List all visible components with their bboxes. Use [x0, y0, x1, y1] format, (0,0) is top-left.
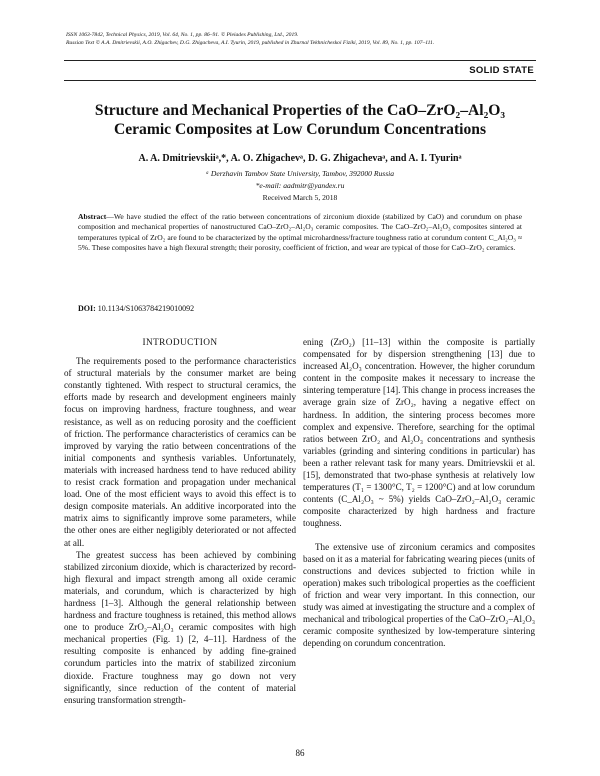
- paragraph: The greatest success has been achieved by combining stabilized zirconium dioxide, which is characterized by record-high flexural and impact strength among all oxide ceramic materials, and corundum, which is characterized by high hardness [1–3]. Although the general relationship between hardness and fracture toughness is retained, this method allows one to produce ZrO₂–Al₂O₃ ceramic composites with high mechanical properties (Fig. 1) [2, 4–11]. Hardness of the resulting composite is enhanced by adding fine-grained corundum particles into the matrix of stabilized zirconium dioxide. Fracture toughness may go down not very significantly, since reduction of the content of material ensuring transformation strength-: [64, 549, 296, 705]
- doi-value[interactable]: 10.1134/S1063784219010092: [97, 304, 195, 313]
- introduction-heading: INTRODUCTION: [142, 338, 218, 348]
- journal-header-line-1: ISSN 1063-7842, Technical Physics, 2019, Vol. 64, No. 1, pp. 86–91. © Pleiades Publishing, Ltd., 2019.: [66, 32, 299, 38]
- abstract-label: Abstract: [78, 212, 107, 221]
- title-line-2: Ceramic Composites at Low Corundum Concentrations: [113, 121, 487, 138]
- abstract: [78, 212, 522, 254]
- journal-header-line-2: Russian Text © A.A. Dmitrievskii, A.O. Zhigachev, D.G. Zhigacheva, A.I. Tyurin, 2019, published in Zhurnal Tekhnicheskoi Fiziki, 2019, Vol. 89, No. 1, pp. 107–111.: [66, 40, 435, 46]
- header-rule-top: [64, 60, 536, 61]
- title-line-1: Structure and Mechanical Properties of the CaO–ZrO₂–Al₂O₃: [94, 102, 506, 119]
- paragraph: The requirements posed to the performance characteristics of structural materials by the consumer market are being constantly tightened. With respect to structural ceramics, the efforts made by research and development engineers mainly focus on improving hardness, fracture toughness, and wear resistance, as well as on reducing porosity and the coefficient of friction. The performance characteristics of ceramics can be improved by varying the ratio between concentrations of the initial components and synthesis variables. Unfortunately, materials with increased hardness tend to have reduced ability to resist crack formation and propagation under mechanical load. One of the most efficient ways to avoid this effect is to design composite materials. An additive incorporated into the matrix aims to significantly improve some parameters, while the other ones are either negligibly deteriorated or not affected at all.: [64, 356, 296, 548]
- received-date: Received March 5, 2018: [262, 193, 338, 202]
- page-number: 86: [295, 748, 305, 758]
- header-rule-bottom: [64, 80, 536, 81]
- author-email: *e-mail: aadmitr@yandex.ru: [255, 181, 345, 190]
- doi: [78, 304, 194, 313]
- affiliation: ᵃ Derzhavin Tambov State University, Tambov, 392000 Russia: [205, 169, 395, 178]
- paragraph: The extensive use of zirconium ceramics and composites based on it as a material for fabricating wearing pieces (units of constructions and devices subjected to friction while in operation) makes such tribological properties as the coefficient of friction and wear very important. In this connection, our study was aimed at investigating the structure and a complex of mechanical and tribological properties of the CaO–ZrO₂–Al₂O₃ ceramic composite synthesized by low-temperature sintering depending on corundum concentration.: [303, 541, 535, 649]
- left-column: [64, 337, 296, 706]
- doi-label: DOI:: [78, 304, 96, 313]
- authors: A. A. Dmitrievskiiᵃ,*, A. O. Zhigachevᵃ, D. G. Zhigachevaᵃ, and A. I. Tyurinᵃ: [138, 153, 462, 164]
- right-column: [303, 336, 535, 649]
- paragraph: ening (ZrO₂) [11–13] within the composite is partially compensated for by dispersion strengthening [13] due to increased Al₂O₃ concentration. However, the higher corundum content in the composite makes it necessary to increase the sintering temperature [14]. This change in process increases the average grain size of ZrO₂, having a negative effect on hardness. In addition, the sintering process becomes more complex and expensive. Therefore, searching for the optimal ratios between ZrO₂ and Al₂O₃ concentrations and synthesis variables (grinding and sintering conditions in particular) has been a rather relevant task for many years. Dmitrievskii et al. [15], demonstrated that two-phase synthesis at relatively low temperatures (T₁ = 1300°C, T₂ = 1200°C) and at low corundum contents (C_Al₂O₃ ~ 5%) yields CaO–ZrO₂–Al₂O₃ ceramic composite characterized by high hardness and fracture toughness.: [303, 337, 535, 529]
- section-heading: SOLID STATE: [469, 65, 534, 76]
- article-title: [64, 101, 536, 139]
- abstract-text: —We have studied the effect of the ratio between concentrations of zirconium dioxide (stabilized by CaO) and corundum on phase composition and mechanical properties of nanostructured CaO–ZrO₂–Al₂O₃ ceramic composites. The CaO–ZrO₂–Al₂O₃ composites sintered at temperatures typical of ZrO₂ are found to be characterized by the optimal microhardness/fracture toughness ratio at corundum content C_Al₂O₃ ≈ 5%. These composites have a high flexural strength; their porosity, coefficient of friction, and wear are typical of those for CaO–ZrO₂ ceramics.: [78, 212, 522, 253]
